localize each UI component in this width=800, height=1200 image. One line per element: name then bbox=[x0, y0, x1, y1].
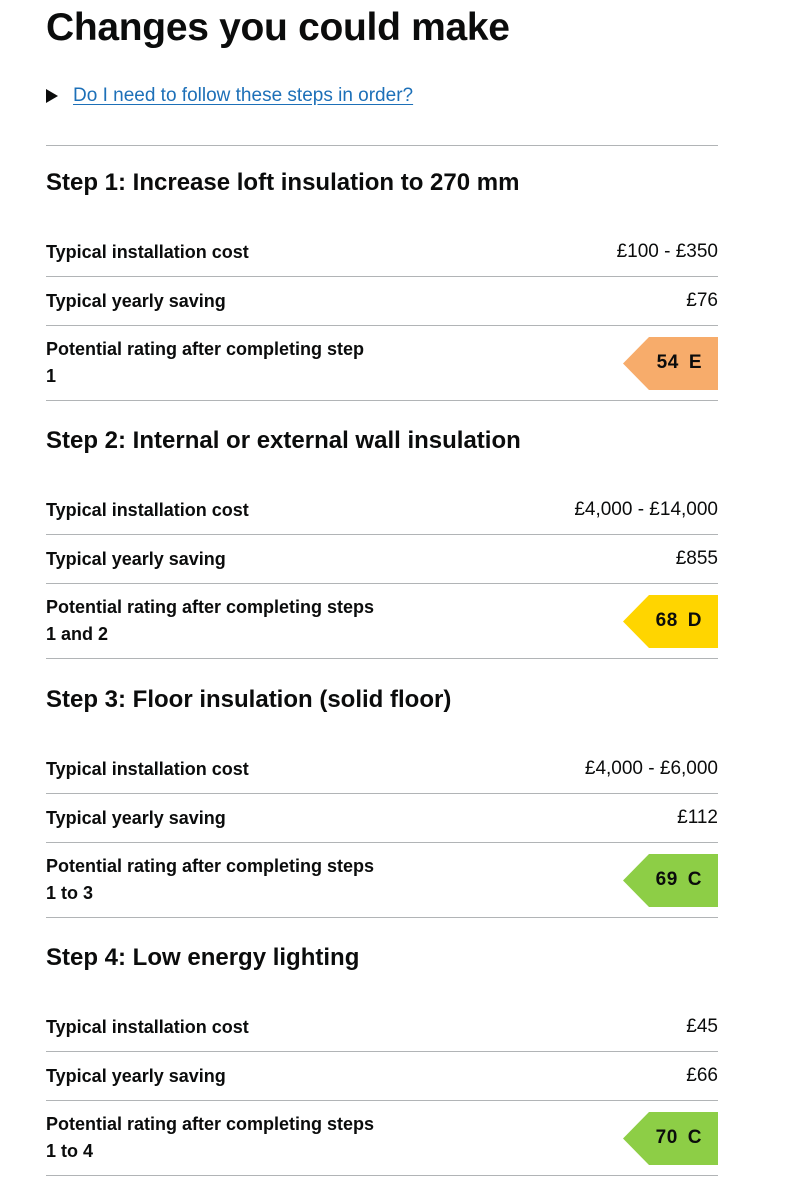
energy-rating-badge bbox=[623, 337, 718, 390]
rating-band: D bbox=[687, 610, 702, 631]
step-1 bbox=[46, 168, 718, 401]
rating-row bbox=[46, 843, 718, 918]
rating-row bbox=[46, 584, 718, 659]
rating-score: 54 bbox=[656, 352, 679, 373]
rating-label: Potential rating after completing step 1 bbox=[46, 339, 365, 386]
energy-rating-badge bbox=[623, 854, 718, 907]
page-title: Changes you could make bbox=[46, 6, 510, 49]
section-divider bbox=[46, 145, 718, 146]
step-summary-list bbox=[46, 228, 718, 401]
steps-order-details[interactable] bbox=[46, 84, 413, 108]
step-heading: Step 1: Increase loft insulation to 270 mm bbox=[46, 169, 520, 196]
cost-label: Typical installation cost bbox=[46, 758, 249, 779]
saving-value: £112 bbox=[677, 807, 718, 828]
cost-label: Typical installation cost bbox=[46, 241, 249, 262]
saving-label: Typical yearly saving bbox=[46, 1065, 226, 1086]
saving-row bbox=[46, 1052, 718, 1101]
cost-value: £4,000 - £6,000 bbox=[584, 758, 718, 779]
cost-value: £100 - £350 bbox=[616, 241, 718, 262]
rating-band: C bbox=[687, 869, 702, 890]
rating-label: Potential rating after completing steps 1 and 2 bbox=[46, 597, 375, 644]
rating-label: Potential rating after completing steps 1 to 3 bbox=[46, 856, 375, 903]
step-summary-list bbox=[46, 486, 718, 659]
cost-value: £45 bbox=[686, 1016, 718, 1037]
cost-value: £4,000 - £14,000 bbox=[574, 499, 718, 520]
step-summary-list bbox=[46, 1003, 718, 1176]
saving-row bbox=[46, 535, 718, 584]
cost-row bbox=[46, 228, 718, 277]
cost-label: Typical installation cost bbox=[46, 499, 249, 520]
step-3 bbox=[46, 685, 718, 918]
energy-rating-badge bbox=[623, 595, 718, 648]
saving-label: Typical yearly saving bbox=[46, 548, 226, 569]
saving-value: £76 bbox=[686, 290, 718, 311]
rating-row bbox=[46, 1101, 718, 1176]
rating-row bbox=[46, 326, 718, 401]
saving-value: £66 bbox=[686, 1065, 718, 1086]
cost-row bbox=[46, 1003, 718, 1052]
rating-label: Potential rating after completing steps 1 to 4 bbox=[46, 1114, 375, 1161]
step-heading: Step 2: Internal or external wall insulation bbox=[46, 427, 521, 454]
saving-value: £855 bbox=[675, 548, 718, 569]
rating-band: E bbox=[688, 352, 702, 373]
saving-label: Typical yearly saving bbox=[46, 290, 226, 311]
saving-row bbox=[46, 277, 718, 326]
cost-row bbox=[46, 745, 718, 794]
saving-label: Typical yearly saving bbox=[46, 807, 226, 828]
cost-row bbox=[46, 486, 718, 535]
cost-label: Typical installation cost bbox=[46, 1016, 249, 1037]
details-summary-link[interactable]: Do I need to follow these steps in order? bbox=[73, 85, 414, 106]
disclosure-triangle-icon[interactable] bbox=[46, 89, 58, 103]
step-heading: Step 3: Floor insulation (solid floor) bbox=[46, 686, 452, 713]
rating-score: 69 bbox=[655, 869, 678, 890]
saving-row bbox=[46, 794, 718, 843]
rating-score: 68 bbox=[655, 610, 678, 631]
energy-rating-badge bbox=[623, 1112, 718, 1165]
rating-band: C bbox=[687, 1127, 702, 1148]
step-2 bbox=[46, 426, 718, 659]
step-summary-list bbox=[46, 745, 718, 918]
rating-score: 70 bbox=[655, 1127, 678, 1148]
step-heading: Step 4: Low energy lighting bbox=[46, 944, 360, 971]
step-4 bbox=[46, 943, 718, 1176]
